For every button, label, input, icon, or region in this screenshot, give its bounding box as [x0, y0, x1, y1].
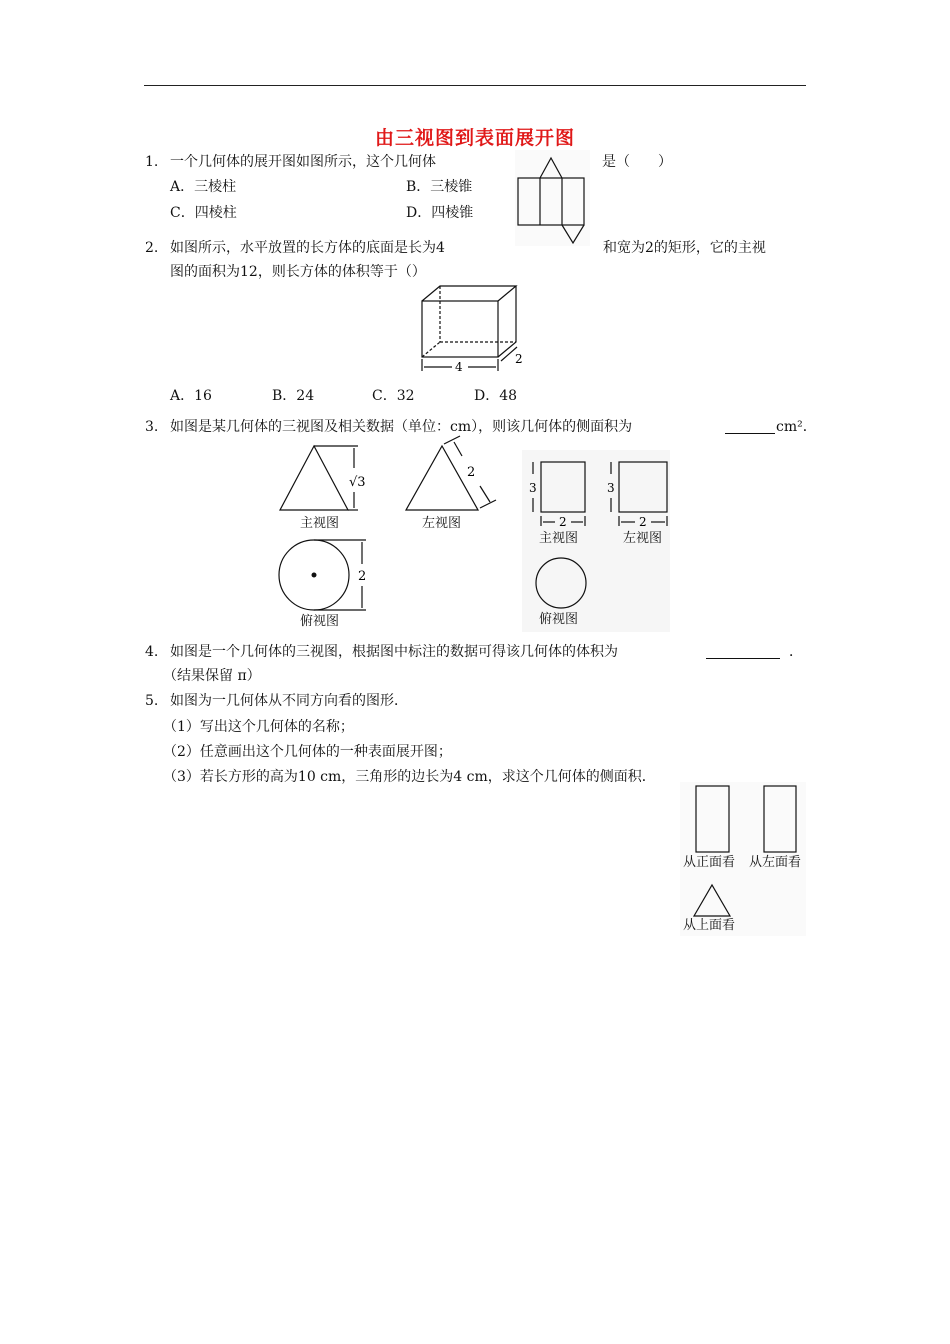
q4-line2: （结果保留 π）	[163, 668, 261, 684]
q1-option-c: C．四棱柱	[170, 205, 237, 221]
q2-number: 2.	[145, 240, 159, 256]
header-rule	[144, 85, 806, 86]
q3a-left-caption: 左视图	[422, 516, 462, 531]
q3a-front-view	[276, 442, 376, 514]
q1-text: 一个几何体的展开图如图所示，这个几何体	[170, 154, 436, 170]
q3a-top-caption: 俯视图	[300, 614, 340, 629]
q3b-front-width: 2	[559, 515, 567, 529]
q3a-center-dot	[312, 573, 317, 578]
q4-number: 4.	[145, 644, 159, 660]
q3b-left-height: 3	[607, 481, 615, 495]
q5-part-3: （3）若长方形的高为10 cm，三角形的边长为4 cm，求这个几何体的侧面积．	[163, 769, 656, 785]
q2-line1-right: 和宽为2的矩形，它的主视	[603, 240, 766, 256]
q5-left-rect	[764, 786, 796, 852]
q5-part-1: （1）写出这个几何体的名称；	[163, 719, 354, 735]
q5-front-rect	[696, 786, 729, 852]
page-title: 由三视图到表面展开图	[374, 127, 575, 149]
q2-option-b: B．24	[272, 388, 315, 404]
q5-part-2: （2）任意画出这个几何体的一种表面展开图；	[163, 744, 452, 760]
q2-option-a: A．16	[170, 388, 212, 404]
q2-box-figure	[418, 283, 528, 375]
q5-top-caption: 从上面看	[683, 918, 736, 933]
q5-top-triangle	[694, 885, 730, 916]
q3b-top-caption: 俯视图	[539, 612, 579, 627]
q3a-height-label: √3	[349, 475, 366, 490]
q4-end: ．	[789, 644, 803, 660]
q3b-front-caption: 主视图	[539, 531, 579, 546]
q3b-front-height: 3	[529, 481, 537, 495]
q1-option-d: D．四棱锥	[406, 205, 474, 221]
q4-line1: 如图是一个几何体的三视图，根据图中标注的数据可得该几何体的体积为	[170, 644, 618, 660]
q3-number: 3.	[145, 419, 159, 435]
q3a-slant-label: 2	[467, 465, 476, 480]
q3-text: 如图是某几何体的三视图及相关数据（单位：cm），则该几何体的侧面积为	[170, 419, 633, 435]
q3a-top-view	[276, 538, 376, 614]
q3b-front-view	[525, 458, 591, 536]
q3b-left-caption: 左视图	[623, 531, 663, 546]
q2-cuboid	[422, 286, 517, 371]
q5-number: 5.	[145, 693, 159, 709]
q5-left-caption: 从左面看	[749, 855, 802, 870]
q3b-top-view	[532, 554, 590, 612]
q2-width-label: 2	[515, 352, 523, 366]
q1-net-figure	[515, 150, 590, 246]
q2-line2: 图的面积为12，则长方体的体积等于（）	[170, 264, 426, 280]
q5-front-caption: 从正面看	[683, 855, 736, 870]
q3-unit: cm²．	[776, 419, 817, 435]
q3b-left-view	[603, 458, 669, 536]
q3a-front-caption: 主视图	[300, 516, 340, 531]
q2-option-d: D．48	[474, 388, 518, 404]
q3b-left-width: 2	[639, 515, 647, 529]
q4-answer-blank[interactable]	[706, 644, 780, 659]
q1-option-a: A．三棱柱	[170, 179, 237, 195]
q2-line1: 如图所示，水平放置的长方体的底面是长为4	[170, 240, 445, 256]
q2-option-c: C．32	[372, 388, 415, 404]
q1-suffix: 是（ ）	[602, 154, 672, 170]
q1-number: 1.	[145, 154, 159, 170]
q5-text: 如图为一几何体从不同方向看的图形．	[170, 693, 408, 709]
q3-answer-blank[interactable]	[725, 419, 775, 434]
q2-length-label: 4	[455, 360, 463, 374]
q3a-left-view	[402, 442, 502, 514]
q1-option-b: B．三棱锥	[406, 179, 473, 195]
q3a-diameter-label: 2	[358, 569, 367, 584]
